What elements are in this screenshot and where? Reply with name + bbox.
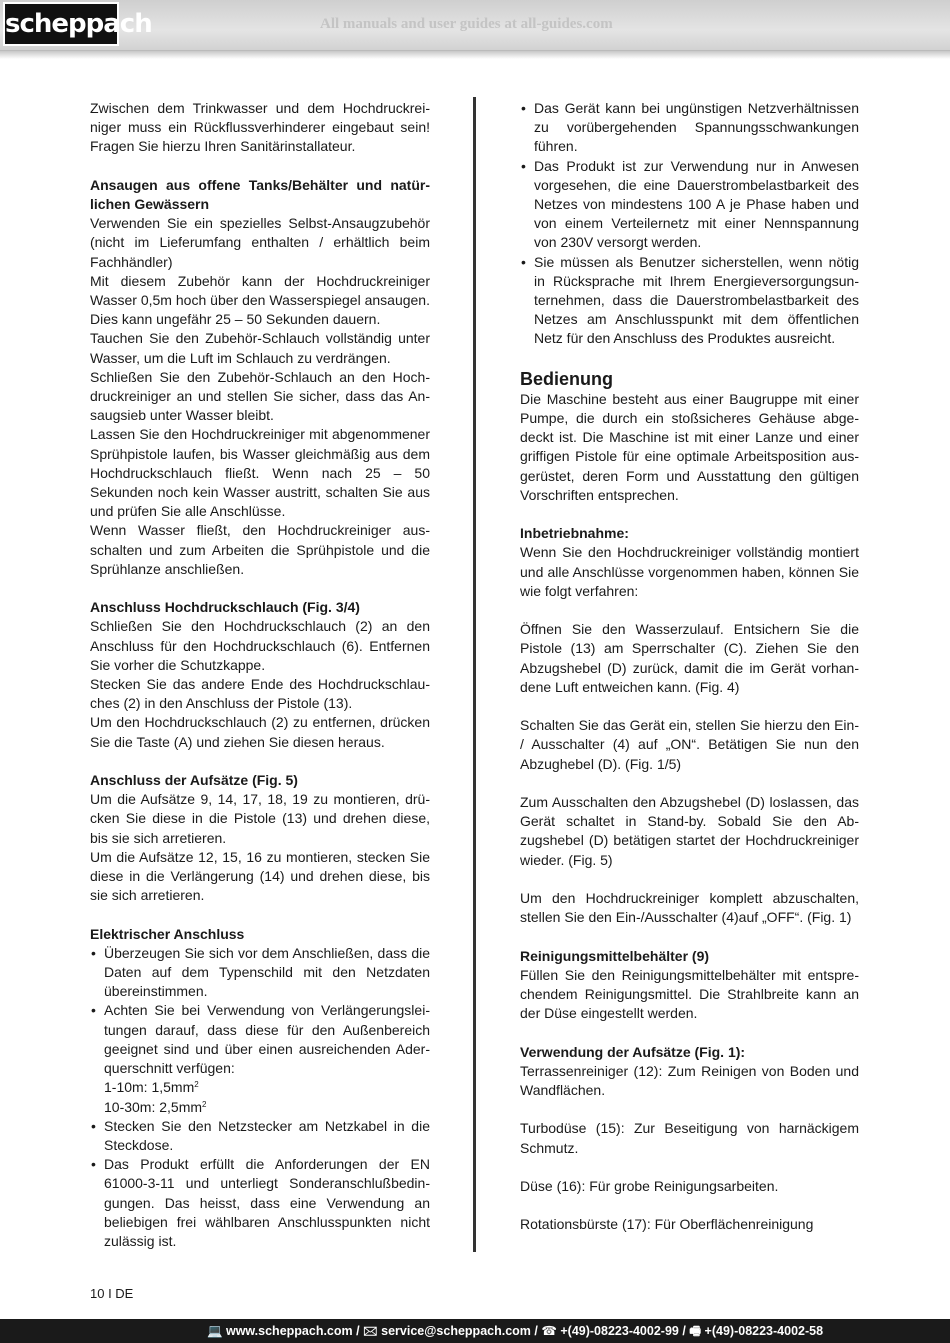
cable-spec-line: 10-30m: $2,5mm^2$: [104, 1098, 207, 1115]
paragraph: Terrassenreiniger (12): Zum Reinigen von Boden und Wandflächen.: [520, 1062, 859, 1099]
paragraph: Düse (16): Für grobe Reinigungsarbeiten.: [520, 1178, 779, 1195]
list-item: • Das Gerät kann bei ungünstigen Netzverhältnissen zu vorübergehenden Spannungsschwankungen führen.: [520, 99, 859, 157]
paragraph: Schließen Sie den Zubehör-Schlauch an den Hochdruckreiniger an und stellen Sie sicher, dass das Ansaugsieb unter Wasser bleibt.: [90, 368, 430, 424]
paragraph: Um die Aufsätze 9, 14, 17, 18, 19 zu montieren, drücken Sie diese in die Pistole (13) und drehen diese, bis sie sich arretieren.: [90, 791, 430, 846]
list-item: • Stecken Sie den Netzstecker am Netzkabel in die Steckdose.: [90, 1117, 430, 1155]
paragraph: Füllen Sie den Reinigungsmittelbehälter mit entsprechendem Reinigungsmittel. Die Strahlbreite kann an der Düse eingestellt werden.: [520, 966, 859, 1022]
page-number: 10 I DE: [90, 1286, 134, 1301]
paragraph: Turbodüse (15): Zur Beseitigung von harnäckigem Schmutz.: [520, 1120, 859, 1156]
page-footer: 💻 www.scheppach.com / 🖂 service@scheppach.com / ☎ +(49)-08223-4002-99 / 🖷 +(49)-08223-4002-58: [0, 1319, 950, 1343]
cable-spec-line: 1-10m: $1,5mm^2$: [104, 1079, 199, 1096]
list-item: • Das Produkt erfüllt die Anforderungen der EN 61000-3-11 und unterliegt Sonderanschlußbedingungen. Das heisst, dass eine Verwendung an beliebigen frei wählbaren Anschlusspunkten nicht zulässig ist.: [90, 1155, 430, 1251]
column-divider: [473, 97, 476, 1252]
paragraph: Mit diesem Zubehör kann der Hochdruckreiniger Wasser 0,5m hoch über den Wasserspiegel ansaugen. Dies kann ungefähr 25 – 50 Sekunden dauern.: [90, 272, 430, 328]
section-heading-inbetriebnahme: Inbetriebnahme:: [520, 525, 629, 542]
paragraph: Die Maschine besteht aus einer Baugruppe mit einer Pumpe, die durch ein stoßsicheres Gehäuse abgedeckt ist. Die Maschine ist mit einer Lanze und einer griffigen Pistole für eine optimale Arbeitsposition ausgerüstet, deren Form und Ausstattung den gültigen Vorschriften entsprechen.: [520, 390, 859, 503]
paragraph: Lassen Sie den Hochdruckreiniger mit abgenommener Sprühpistole laufen, bis Wasser gleichmäßig aus dem Hochdruckschlauch fließt. Wenn nach 25 – 50 Sekunden noch kein Wasser austritt, schalten Sie aus und prüfen Sie alle Anschlüsse.: [90, 426, 430, 520]
paragraph: Um den Hochdruckreiniger komplett abzuschalten, stellen Sie den Ein-/Ausschalter (4)auf „OFF“. (Fig. 1): [520, 890, 859, 926]
list-item: [90, 1001, 430, 1116]
section-heading-aufsaetze: Anschluss der Aufsätze (Fig. 5): [90, 772, 298, 789]
paragraph: Tauchen Sie den Zubehör-Schlauch vollständig unter Wasser, um die Luft im Schlauch zu verdrängen.: [90, 330, 430, 366]
section-heading-ansaugen: Ansaugen aus offene Tanks/Behälter und natürlichen Gewässern: [90, 176, 430, 212]
paragraph: Rotationsbürste (17): Für Oberflächenreinigung: [520, 1216, 814, 1233]
bullet-list: [520, 99, 859, 349]
paragraph: Schließen Sie den Hochdruckschlauch (2) an den Anschluss für den Hochdruckschlauch (6). Entfernen Sie vorher die Schutzkappe.: [90, 618, 430, 673]
paragraph: Um die Aufsätze 12, 15, 16 zu montieren, stecken Sie diese in die Verlängerung (14) und drehen diese, bis sie sich arretieren.: [90, 848, 430, 904]
paragraph: Stecken Sie das andere Ende des Hochdruckschlauches (2) in den Anschluss der Pistole (13).: [90, 676, 430, 712]
scheppach-logo: scheppach: [3, 2, 119, 46]
paragraph: Wenn Sie den Hochdruckreiniger vollständig montiert und alle Anschlüsse vorgenommen haben, können Sie wie folgt verfahren:: [520, 544, 859, 599]
bullet-list: [90, 944, 430, 1251]
page-header: [0, 0, 950, 51]
paragraph: Wenn Wasser fließt, den Hochdruckreiniger ausschalten und zum Arbeiten die Sprühpistole und die Sprühlanze anschließen.: [90, 522, 430, 577]
paragraph: Öffnen Sie den Wasserzulauf. Entsichern Sie die Pistole (13) am Sperrschalter (C). Ziehen Sie den Abzugshebel (D) zurück, damit die im Gerät vorhandene Luft entweichen kann. (Fig. 4): [520, 621, 859, 695]
header-shadow: [0, 51, 950, 59]
paragraph: Zwischen dem Trinkwasser und dem Hochdruckreiniger muss ein Rückflussverhinderer eingebaut sein! Fragen Sie hierzu Ihren Sanitärinstallateur.: [90, 100, 430, 155]
left-column: [90, 99, 430, 1251]
section-heading-elektrisch: Elektrischer Anschluss: [90, 925, 245, 942]
paragraph: Schalten Sie das Gerät ein, stellen Sie hierzu den Ein- / Ausschalter (4) auf „ON“. Betätigen Sie nun den Abzughebel (D). (Fig. 1/5): [520, 717, 859, 772]
section-title-bedienung: Bedienung: [520, 368, 613, 389]
section-heading-reinigung: Reinigungsmittelbehälter (9): [520, 947, 710, 964]
paragraph: Um den Hochdruckschlauch (2) zu entfernen, drücken Sie die Taste (A) und ziehen Sie diesen heraus.: [90, 714, 430, 750]
section-heading-schlauch: Anschluss Hochdruckschlauch (Fig. 3/4): [90, 599, 360, 616]
list-item: • Sie müssen als Benutzer sicherstellen, wenn nötig in Rücksprache mit Ihrem Energieversorgungsunternehmen, dass die Dauerstrombelastbarkeit des Netzes am Anschlusspunkt mit dem öffentlichen Netz für den Anschluss des Produktes ausreicht.: [520, 253, 859, 349]
watermark-text: All manuals and user guides at all-guides.com: [320, 16, 613, 32]
list-item: • Überzeugen Sie sich vor dem Anschließen, dass die Daten auf dem Typenschild mit den Netzdaten übereinstimmen.: [90, 944, 430, 1002]
right-column: [520, 99, 859, 1235]
list-item: • Das Produkt ist zur Verwendung nur in Anwesen vorgesehen, die eine Dauerstrombelastbarkeit des Netzes von mindestens 100 A je Phase haben und von einem Verteilernetz mit einer Nennspannung von 230V versorgt werden.: [520, 157, 859, 253]
paragraph: Zum Ausschalten den Abzugshebel (D) loslassen, das Gerät schaltet in Stand-by. Sobald Sie den Abzugshebel (D) betätigen startet der Hochdruckreiniger wieder. (Fig. 5): [520, 794, 859, 868]
section-heading-verwendung: Verwendung der Aufsätze (Fig. 1):: [520, 1043, 746, 1060]
list-item-text: Achten Sie bei Verwendung von Verlängerungsleitungen darauf, dass diese für den Außenbereich geeignet sind und über einen ausreichenden Aderquerschnitt verfügen:: [104, 1002, 430, 1077]
paragraph: Verwenden Sie ein spezielles Selbst-Ansaugzubehör (nicht im Lieferumfang enthalten / erhältlich beim Fachhändler): [90, 215, 430, 270]
